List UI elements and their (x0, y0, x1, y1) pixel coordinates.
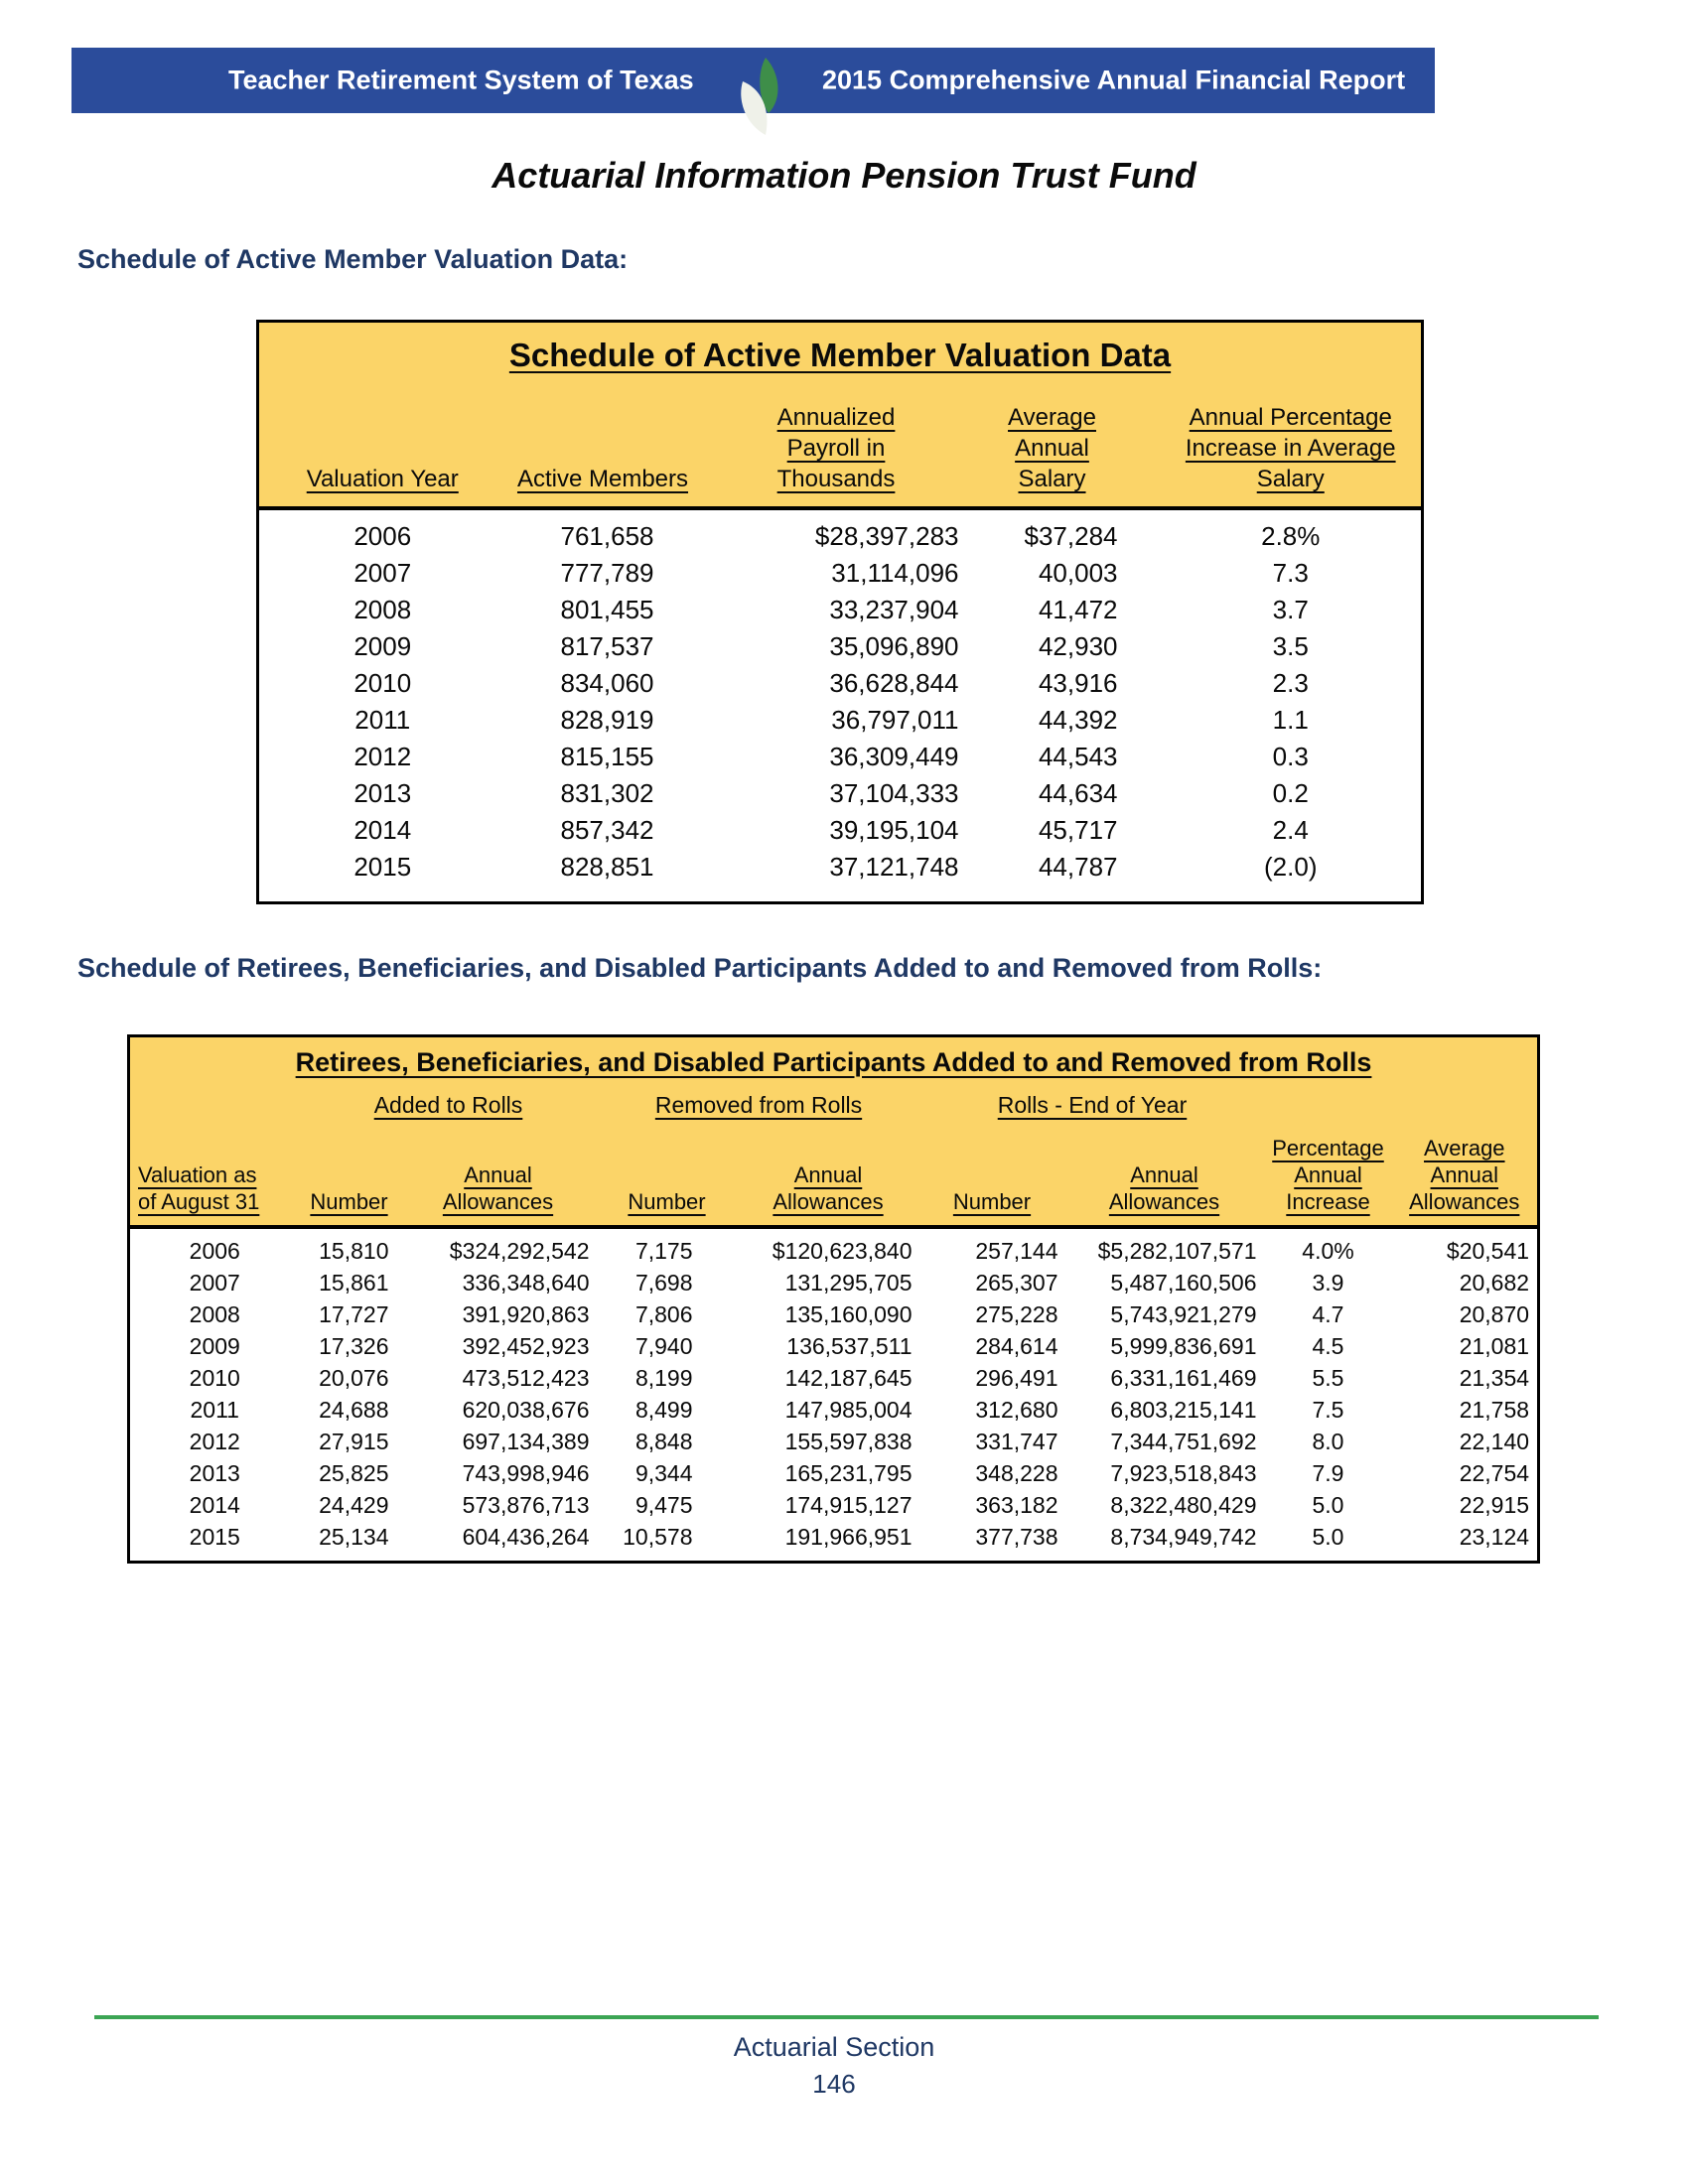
table-cell: 35,096,890 (829, 631, 959, 661)
table-cell: 573,876,713 (462, 1491, 590, 1518)
table-cell: 5.5 (1312, 1364, 1344, 1391)
table-row (258, 508, 1423, 555)
table-cell: 2009 (353, 631, 412, 661)
table-cell: 8,199 (634, 1364, 693, 1391)
page-footer (0, 2027, 1668, 2101)
table-cell: 2010 (189, 1364, 240, 1391)
t2-col-added-allowances: Annual Allowances (399, 1121, 598, 1227)
table-cell: 33,237,904 (829, 595, 959, 624)
table-cell: 10,578 (623, 1523, 693, 1550)
table-cell: 2.3 (1272, 668, 1309, 698)
table-cell: 7,175 (634, 1237, 693, 1264)
table-cell: 377,738 (975, 1523, 1058, 1550)
table-cell: 2015 (189, 1523, 240, 1550)
table-cell: 41,472 (1038, 595, 1118, 624)
table-cell: 24,688 (319, 1396, 389, 1423)
table-cell: 15,810 (319, 1237, 389, 1264)
table-cell: 7,806 (634, 1300, 693, 1327)
table-row (258, 665, 1423, 702)
table-cell: 2011 (190, 1396, 239, 1423)
table-cell: 284,614 (975, 1332, 1058, 1359)
table-cell: 801,455 (560, 595, 654, 624)
table-cell: 3.7 (1272, 595, 1309, 624)
table-cell: 831,302 (560, 778, 654, 808)
table-cell: 828,851 (560, 852, 654, 882)
table-cell: 6,803,215,141 (1110, 1396, 1257, 1423)
t2-group-end-of-year: Rolls - End of Year (920, 1080, 1265, 1121)
table-cell: 165,231,795 (784, 1459, 913, 1486)
table-cell: 135,160,090 (784, 1300, 913, 1327)
table-cell: 265,307 (975, 1269, 1058, 1296)
t2-group-header-row (129, 1080, 1539, 1121)
table-cell: 174,915,127 (784, 1491, 913, 1518)
table-cell: 1.1 (1272, 705, 1309, 735)
table-cell: 2007 (189, 1269, 240, 1296)
table-cell: 7,344,751,692 (1110, 1428, 1257, 1454)
table-cell: 2012 (353, 742, 412, 771)
table-cell: 39,195,104 (829, 815, 959, 845)
table-cell: 5,487,160,506 (1110, 1269, 1257, 1296)
table-cell: 2008 (353, 595, 412, 624)
table-cell: 20,870 (1459, 1300, 1530, 1327)
table-cell: 147,985,004 (784, 1396, 913, 1423)
t2-body (129, 1227, 1539, 1563)
table-cell: 27,915 (319, 1428, 389, 1454)
t2-title-row (129, 1036, 1539, 1081)
t1-column-header-row (258, 376, 1423, 508)
t1-body (258, 508, 1423, 903)
active-member-valuation-table (256, 320, 1424, 904)
table-cell: 5.0 (1312, 1523, 1344, 1550)
table-cell: 473,512,423 (462, 1364, 590, 1391)
table-cell: 604,436,264 (462, 1523, 590, 1550)
table-cell: 2.8% (1261, 521, 1321, 551)
table-cell: 36,309,449 (829, 742, 959, 771)
table-cell: 312,680 (975, 1396, 1058, 1423)
table-cell: 44,543 (1038, 742, 1118, 771)
table-row (129, 1521, 1539, 1563)
table-row (129, 1394, 1539, 1426)
table-cell: 761,658 (560, 521, 654, 551)
t2-title: Retirees, Beneficiaries, and Disabled Participants Added to and Removed from Rolls (129, 1036, 1539, 1081)
t2-col-added-number: Number (300, 1121, 399, 1227)
table-cell: 857,342 (560, 815, 654, 845)
table-row (129, 1227, 1539, 1267)
table-cell: 4.5 (1312, 1332, 1344, 1359)
table-row (258, 592, 1423, 628)
page-title: Actuarial Information Pension Trust Fund (492, 155, 1196, 196)
table-cell: 2008 (189, 1300, 240, 1327)
table-row (258, 849, 1423, 903)
table-cell: 42,930 (1038, 631, 1118, 661)
table-cell: 296,491 (975, 1364, 1058, 1391)
table-cell: 25,134 (319, 1523, 389, 1550)
table-cell: 20,076 (319, 1364, 389, 1391)
table-cell: 36,628,844 (829, 668, 959, 698)
table-cell: 4.7 (1312, 1300, 1344, 1327)
table-cell: 777,789 (560, 558, 654, 588)
t2-header (129, 1036, 1539, 1228)
header-org-title: Teacher Retirement System of Texas (228, 65, 694, 95)
table-row (129, 1330, 1539, 1362)
t2-group-spacer (1265, 1080, 1392, 1121)
table-row (129, 1426, 1539, 1457)
table-cell: $28,397,283 (814, 521, 959, 551)
table-cell: 36,797,011 (831, 705, 959, 735)
table-cell: 5,743,921,279 (1110, 1300, 1257, 1327)
table-cell: 4.0% (1302, 1237, 1354, 1264)
table-cell: 363,182 (975, 1491, 1058, 1518)
table-cell: $324,292,542 (449, 1237, 590, 1264)
table-cell: 7,698 (634, 1269, 693, 1296)
table-row (129, 1298, 1539, 1330)
table-cell: 2007 (353, 558, 412, 588)
table-cell: 2014 (189, 1491, 240, 1518)
table-row (258, 775, 1423, 812)
table-cell: 191,966,951 (784, 1523, 913, 1550)
table-cell: 7,923,518,843 (1110, 1459, 1257, 1486)
t2-col-removed-allowances: Annual Allowances (737, 1121, 920, 1227)
table-cell: 331,747 (975, 1428, 1058, 1454)
table-row (258, 555, 1423, 592)
table-cell: 21,354 (1459, 1364, 1530, 1391)
trs-leaf-logo-icon (719, 52, 804, 137)
table-cell: 257,144 (975, 1237, 1058, 1264)
t1-col-pct-increase: Annual Percentage Increase in Average Salary (1132, 376, 1423, 508)
table-cell: 21,081 (1459, 1332, 1530, 1359)
table-cell: 9,344 (634, 1459, 693, 1486)
t2-col-valuation-date: Valuation as of August 31 (129, 1121, 300, 1227)
table-cell: 23,124 (1459, 1523, 1530, 1550)
table-cell: 7.9 (1312, 1459, 1344, 1486)
table-cell: 336,348,640 (462, 1269, 590, 1296)
table-row (258, 702, 1423, 739)
table-cell: 37,121,748 (829, 852, 959, 882)
table-cell: 5,999,836,691 (1110, 1332, 1257, 1359)
table-cell: 17,727 (319, 1300, 389, 1327)
table-cell: 2012 (189, 1428, 240, 1454)
t2-column-header-row (129, 1121, 1539, 1227)
t2-col-avg-allowances: Average Annual Allowances (1392, 1121, 1539, 1227)
table-cell: 2010 (353, 668, 412, 698)
table-cell: 37,104,333 (829, 778, 959, 808)
table-cell: 43,916 (1038, 668, 1118, 698)
table-cell: 21,758 (1459, 1396, 1530, 1423)
table-cell: 22,140 (1459, 1428, 1530, 1454)
table-cell: 2006 (189, 1237, 240, 1264)
table-row (129, 1362, 1539, 1394)
table-cell: 44,392 (1038, 705, 1118, 735)
t1-col-valuation-year: Valuation Year (258, 376, 506, 508)
table-cell: 131,295,705 (784, 1269, 913, 1296)
section-heading-active-members: Schedule of Active Member Valuation Data: (77, 244, 629, 274)
table-cell: 155,597,838 (784, 1428, 913, 1454)
table-cell: 2009 (189, 1332, 240, 1359)
t1-col-annualized-payroll: Annualized Payroll in Thousands (700, 376, 973, 508)
table-cell: 7.5 (1312, 1396, 1344, 1423)
t2-group-added: Added to Rolls (300, 1080, 598, 1121)
table-row (129, 1489, 1539, 1521)
table-cell: 2013 (353, 778, 412, 808)
retirees-rolls-table (127, 1034, 1540, 1564)
table-cell: 828,919 (560, 705, 654, 735)
table-cell: 743,998,946 (462, 1459, 590, 1486)
report-header-bar (71, 48, 1435, 113)
t2-group-removed: Removed from Rolls (598, 1080, 920, 1121)
table-cell: $120,623,840 (772, 1237, 913, 1264)
table-cell: $20,541 (1446, 1237, 1530, 1264)
t1-header (258, 322, 1423, 509)
table-cell: 2006 (353, 521, 412, 551)
section-heading-retirees: Schedule of Retirees, Beneficiaries, and Disabled Participants Added to and Removed from Rolls: (77, 953, 1323, 983)
table-cell: 22,754 (1459, 1459, 1530, 1486)
table-cell: 348,228 (975, 1459, 1058, 1486)
table-cell: $37,284 (1024, 521, 1118, 551)
table-cell: 31,114,096 (831, 558, 959, 588)
table-cell: 2.4 (1272, 815, 1309, 845)
table-row (129, 1457, 1539, 1489)
table-row (129, 1267, 1539, 1298)
table-cell: 8,322,480,429 (1110, 1491, 1257, 1518)
table-row (258, 628, 1423, 665)
table-cell: 9,475 (634, 1491, 693, 1518)
table-cell: 8,734,949,742 (1110, 1523, 1257, 1550)
table-cell: 40,003 (1038, 558, 1118, 588)
table-cell: 0.3 (1272, 742, 1309, 771)
header-report-title: 2015 Comprehensive Annual Financial Report (822, 65, 1406, 95)
table-cell: 142,187,645 (784, 1364, 913, 1391)
t2-col-eoy-allowances: Annual Allowances (1064, 1121, 1265, 1227)
t2-group-spacer (1392, 1080, 1539, 1121)
table-cell: 697,134,389 (462, 1428, 590, 1454)
footer-divider-line (94, 2015, 1599, 2019)
footer-section-label: Actuarial Section (733, 2032, 935, 2062)
table-cell: 3.9 (1312, 1269, 1344, 1296)
table-cell: 0.2 (1272, 778, 1309, 808)
table-cell: 815,155 (560, 742, 654, 771)
t1-title: Schedule of Active Member Valuation Data (258, 322, 1423, 377)
table-cell: 392,452,923 (462, 1332, 590, 1359)
table-cell: 24,429 (319, 1491, 389, 1518)
table-cell: 2015 (353, 852, 412, 882)
table-cell: 7.3 (1272, 558, 1309, 588)
t2-col-pct-increase: Percentage Annual Increase (1265, 1121, 1392, 1227)
table-cell: 25,825 (319, 1459, 389, 1486)
table-cell: 2013 (189, 1459, 240, 1486)
table-row (258, 812, 1423, 849)
t1-col-average-salary: Average Annual Salary (973, 376, 1132, 508)
table-cell: 391,920,863 (462, 1300, 590, 1327)
table-row (258, 739, 1423, 775)
table-cell: $5,282,107,571 (1097, 1237, 1257, 1264)
table-cell: 7,940 (634, 1332, 693, 1359)
table-cell: 136,537,511 (786, 1332, 913, 1359)
table-cell: 20,682 (1459, 1269, 1530, 1296)
table-cell: 3.5 (1272, 631, 1309, 661)
table-cell: 6,331,161,469 (1110, 1364, 1257, 1391)
table-cell: 8,499 (634, 1396, 693, 1423)
table-cell: 22,915 (1459, 1491, 1530, 1518)
t1-col-active-members: Active Members (506, 376, 700, 508)
table-cell: 44,787 (1038, 852, 1118, 882)
table-cell: 834,060 (560, 668, 654, 698)
table-cell: 45,717 (1038, 815, 1118, 845)
t2-col-eoy-number: Number (920, 1121, 1064, 1227)
table-cell: 15,861 (319, 1269, 389, 1296)
table-cell: 44,634 (1038, 778, 1118, 808)
table-cell: 17,326 (319, 1332, 389, 1359)
table-cell: 817,537 (560, 631, 654, 661)
table-cell: 275,228 (975, 1300, 1058, 1327)
table-cell: 8.0 (1312, 1428, 1344, 1454)
t1-title-row (258, 322, 1423, 377)
table-cell: 5.0 (1312, 1491, 1344, 1518)
footer-page-number: 146 (812, 2069, 856, 2099)
table-cell: 8,848 (634, 1428, 693, 1454)
t2-col-removed-number: Number (598, 1121, 737, 1227)
table-cell: 2011 (354, 705, 411, 735)
table-cell: 2014 (353, 815, 412, 845)
table-cell: (2.0) (1264, 852, 1318, 882)
table-cell: 620,038,676 (462, 1396, 590, 1423)
t2-group-spacer (129, 1080, 300, 1121)
